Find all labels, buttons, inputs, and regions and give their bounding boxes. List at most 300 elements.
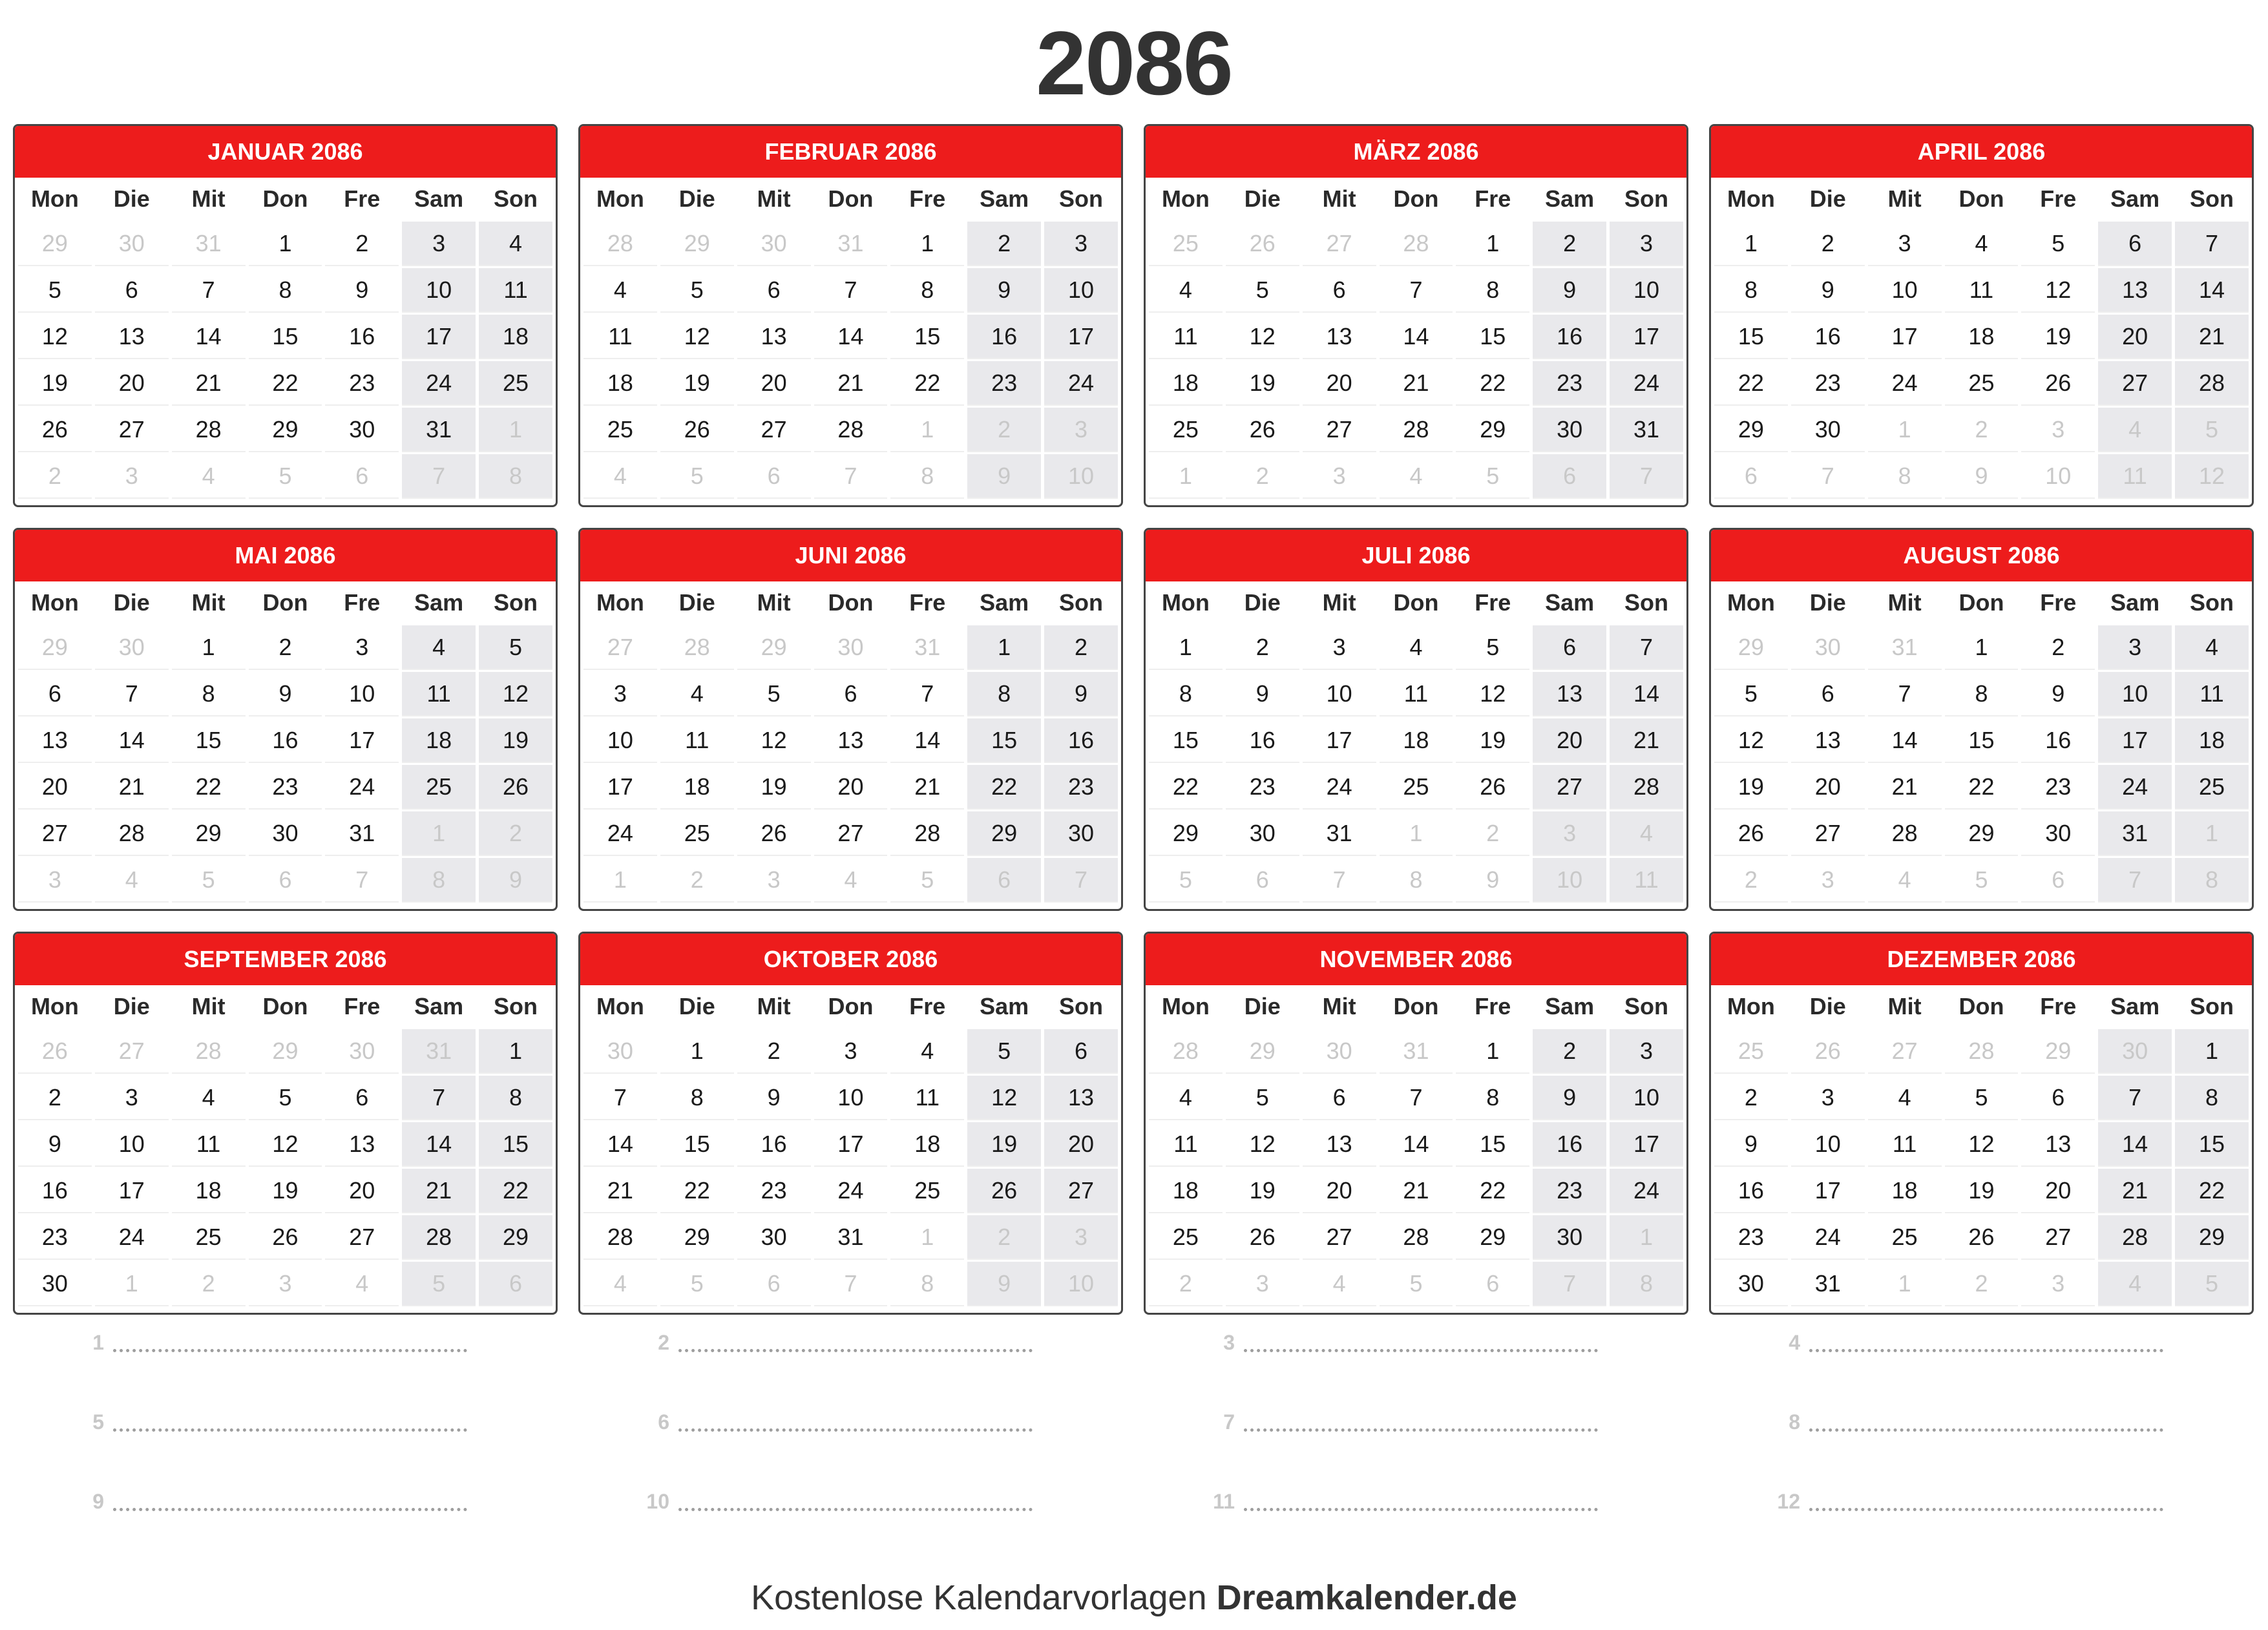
note-number: 11 — [1213, 1490, 1235, 1513]
weekday-label: Sam — [1545, 993, 1595, 1019]
week-row — [1714, 315, 2249, 358]
day-cell: 9 — [1533, 268, 1606, 311]
weekday-label: Son — [494, 589, 538, 616]
day-cell-adjacent-month: 27 — [583, 625, 657, 669]
note-dotted-line[interactable] — [1244, 1428, 1598, 1432]
week-row — [583, 718, 1118, 762]
weekday-label: Sam — [2110, 185, 2160, 212]
day-cell: 17 — [1044, 315, 1118, 358]
day-cell: 9 — [967, 268, 1041, 311]
day-cell: 8 — [172, 672, 246, 715]
day-cell: 18 — [479, 315, 552, 358]
month-calendar — [1144, 124, 1688, 507]
month-table — [1146, 176, 1686, 501]
day-cell: 23 — [1533, 1169, 1606, 1212]
weekday-label: Fre — [1475, 589, 1511, 616]
day-cell: 30 — [1226, 811, 1299, 855]
weekday-header-row — [583, 583, 1118, 622]
day-cell: 3 — [2098, 625, 2172, 669]
day-cell: 11 — [1149, 1122, 1223, 1165]
day-cell: 5 — [479, 625, 552, 669]
day-cell: 27 — [814, 811, 888, 855]
day-cell: 22 — [249, 361, 322, 404]
day-cell: 15 — [967, 718, 1041, 762]
day-cell: 24 — [1303, 765, 1376, 808]
day-cell: 23 — [1533, 361, 1606, 404]
day-cell: 17 — [325, 718, 399, 762]
week-row — [1714, 1215, 2249, 1259]
day-cell: 5 — [1226, 1076, 1299, 1119]
weekday-label: Fre — [344, 185, 381, 212]
note-dotted-line[interactable] — [113, 1428, 467, 1432]
note-dotted-line[interactable] — [1809, 1349, 2163, 1352]
day-cell: 20 — [1303, 1169, 1376, 1212]
weekday-label: Mit — [1887, 993, 1922, 1019]
day-cell-adjacent-month: 5 — [660, 454, 734, 497]
day-cell: 10 — [1868, 268, 1942, 311]
weekday-label: Don — [1958, 993, 2004, 1019]
day-cell: 15 — [2175, 1122, 2249, 1165]
day-cell: 20 — [325, 1169, 399, 1212]
day-cell: 15 — [1149, 718, 1223, 762]
month-title: JULI 2086 — [1146, 530, 1686, 581]
day-cell: 1 — [479, 1029, 552, 1072]
week-row — [1149, 268, 1683, 311]
day-cell: 22 — [1149, 765, 1223, 808]
weekday-label: Sam — [1545, 589, 1595, 616]
day-cell-adjacent-month: 26 — [18, 1029, 92, 1072]
day-cell-adjacent-month: 7 — [1791, 454, 1865, 497]
day-cell-adjacent-month: 2 — [1945, 408, 2019, 451]
day-cell-adjacent-month: 2 — [1945, 1262, 2019, 1305]
day-cell: 13 — [1303, 315, 1376, 358]
day-cell: 26 — [18, 408, 92, 451]
note-dotted-line[interactable] — [1244, 1349, 1598, 1352]
month-calendar — [578, 124, 1123, 507]
weekday-label: Don — [262, 993, 308, 1019]
note-dotted-line[interactable] — [678, 1428, 1033, 1432]
day-cell: 7 — [95, 672, 169, 715]
day-cell-adjacent-month: 6 — [1533, 454, 1606, 497]
day-cell: 25 — [890, 1169, 964, 1212]
weekday-label: Don — [828, 993, 874, 1019]
day-cell-adjacent-month: 7 — [402, 454, 476, 497]
day-cell: 20 — [1791, 765, 1865, 808]
day-cell: 4 — [583, 268, 657, 311]
day-cell: 5 — [1456, 625, 1529, 669]
day-cell: 10 — [402, 268, 476, 311]
day-cell: 20 — [1303, 361, 1376, 404]
day-cell-adjacent-month: 2 — [172, 1262, 246, 1305]
day-cell: 6 — [814, 672, 888, 715]
day-cell-adjacent-month: 7 — [1303, 858, 1376, 901]
day-cell: 18 — [2175, 718, 2249, 762]
day-cell-adjacent-month: 8 — [2175, 858, 2249, 901]
day-cell: 18 — [660, 765, 734, 808]
day-cell: 29 — [1456, 408, 1529, 451]
note-dotted-line[interactable] — [1809, 1508, 2163, 1511]
day-cell: 4 — [172, 1076, 246, 1119]
day-cell-adjacent-month: 28 — [583, 222, 657, 265]
day-cell: 9 — [1791, 268, 1865, 311]
day-cell: 12 — [737, 718, 811, 762]
day-cell: 29 — [1456, 1215, 1529, 1259]
weekday-label: Sam — [414, 589, 464, 616]
day-cell: 30 — [737, 1215, 811, 1259]
day-cell: 14 — [583, 1122, 657, 1165]
weekday-label: Son — [494, 185, 538, 212]
day-cell-adjacent-month: 3 — [2021, 408, 2095, 451]
weekday-label: Son — [2190, 993, 2234, 1019]
day-cell: 10 — [2098, 672, 2172, 715]
day-cell-adjacent-month: 3 — [1044, 408, 1118, 451]
day-cell: 22 — [1456, 361, 1529, 404]
day-cell: 28 — [890, 811, 964, 855]
note-number: 4 — [1789, 1331, 1800, 1354]
day-cell: 15 — [1456, 315, 1529, 358]
day-cell-adjacent-month: 9 — [1456, 858, 1529, 901]
day-cell-adjacent-month: 8 — [890, 1262, 964, 1305]
day-cell: 28 — [2098, 1215, 2172, 1259]
day-cell: 27 — [1303, 408, 1376, 451]
day-cell: 23 — [325, 361, 399, 404]
day-cell: 30 — [1044, 811, 1118, 855]
day-cell: 24 — [402, 361, 476, 404]
day-cell: 5 — [1714, 672, 1788, 715]
day-cell: 26 — [737, 811, 811, 855]
day-cell: 10 — [325, 672, 399, 715]
day-cell-adjacent-month: 5 — [1380, 1262, 1453, 1305]
day-cell-adjacent-month: 4 — [2098, 1262, 2172, 1305]
day-cell: 23 — [1791, 361, 1865, 404]
day-cell: 20 — [1044, 1122, 1118, 1165]
day-cell: 18 — [1868, 1169, 1942, 1212]
day-cell: 30 — [1533, 408, 1606, 451]
day-cell-adjacent-month: 5 — [1456, 454, 1529, 497]
weekday-label: Don — [1958, 589, 2004, 616]
day-cell: 29 — [1945, 811, 2019, 855]
weekday-header-row — [18, 180, 552, 218]
day-cell-adjacent-month: 7 — [325, 858, 399, 901]
day-cell: 1 — [1456, 1029, 1529, 1072]
week-row — [1149, 858, 1683, 901]
note-number: 2 — [658, 1331, 669, 1354]
day-cell: 23 — [1226, 765, 1299, 808]
day-cell: 6 — [18, 672, 92, 715]
months-grid — [13, 124, 2254, 1315]
day-cell: 10 — [1610, 1076, 1683, 1119]
day-cell: 8 — [1149, 672, 1223, 715]
day-cell: 13 — [737, 315, 811, 358]
day-cell: 21 — [1380, 361, 1453, 404]
note-dotted-line[interactable] — [1809, 1428, 2163, 1432]
day-cell: 9 — [737, 1076, 811, 1119]
day-cell-adjacent-month: 28 — [1945, 1029, 2019, 1072]
day-cell-adjacent-month: 29 — [2021, 1029, 2095, 1072]
day-cell: 8 — [479, 1076, 552, 1119]
day-cell: 6 — [1303, 268, 1376, 311]
day-cell: 21 — [95, 765, 169, 808]
week-row — [1714, 765, 2249, 808]
day-cell: 17 — [1303, 718, 1376, 762]
weekday-label: Sam — [980, 185, 1029, 212]
day-cell-adjacent-month: 4 — [95, 858, 169, 901]
day-cell: 30 — [325, 408, 399, 451]
day-cell: 25 — [2175, 765, 2249, 808]
day-cell: 14 — [402, 1122, 476, 1165]
weekday-label: Fre — [344, 993, 381, 1019]
day-cell-adjacent-month: 28 — [1380, 222, 1453, 265]
week-row — [583, 1029, 1118, 1072]
note-dotted-line[interactable] — [678, 1508, 1033, 1511]
day-cell-adjacent-month: 9 — [967, 454, 1041, 497]
day-cell: 12 — [2021, 268, 2095, 311]
weekday-header-row — [1714, 987, 2249, 1026]
day-cell: 24 — [1610, 1169, 1683, 1212]
week-row — [18, 718, 552, 762]
week-row — [1149, 1262, 1683, 1305]
day-cell-adjacent-month: 2 — [967, 408, 1041, 451]
day-cell: 22 — [890, 361, 964, 404]
day-cell-adjacent-month: 2 — [967, 1215, 1041, 1259]
weekday-label: Mon — [1161, 185, 1210, 212]
week-row — [1149, 1215, 1683, 1259]
weekday-label: Don — [828, 589, 874, 616]
day-cell: 15 — [1456, 1122, 1529, 1165]
week-row — [18, 625, 552, 669]
day-cell: 8 — [1714, 268, 1788, 311]
day-cell: 21 — [1380, 1169, 1453, 1212]
month-table — [1711, 580, 2252, 904]
weekday-header-row — [583, 987, 1118, 1026]
month-title: JUNI 2086 — [580, 530, 1121, 581]
day-cell-adjacent-month: 29 — [18, 222, 92, 265]
weekday-label: Die — [1809, 589, 1846, 616]
day-cell-adjacent-month: 1 — [1610, 1215, 1683, 1259]
day-cell: 30 — [1714, 1262, 1788, 1305]
day-cell: 7 — [890, 672, 964, 715]
weekday-label: Son — [1624, 993, 1669, 1019]
day-cell: 10 — [1044, 268, 1118, 311]
weekday-header-row — [1149, 583, 1683, 622]
day-cell: 27 — [18, 811, 92, 855]
day-cell: 7 — [1380, 268, 1453, 311]
month-title: OKTOBER 2086 — [580, 934, 1121, 985]
week-row — [583, 1215, 1118, 1259]
day-cell: 24 — [1044, 361, 1118, 404]
day-cell: 28 — [95, 811, 169, 855]
month-title: MAI 2086 — [15, 530, 556, 581]
month-title: MÄRZ 2086 — [1146, 126, 1686, 178]
day-cell-adjacent-month: 5 — [2175, 1262, 2249, 1305]
month-calendar — [1144, 932, 1688, 1315]
week-row — [583, 1262, 1118, 1305]
day-cell-adjacent-month: 27 — [1303, 222, 1376, 265]
week-row — [583, 361, 1118, 404]
day-cell: 19 — [967, 1122, 1041, 1165]
day-cell: 3 — [95, 1076, 169, 1119]
week-row — [1714, 672, 2249, 715]
day-cell-adjacent-month: 4 — [1610, 811, 1683, 855]
day-cell: 24 — [1868, 361, 1942, 404]
day-cell: 11 — [890, 1076, 964, 1119]
day-cell: 10 — [814, 1076, 888, 1119]
day-cell: 12 — [249, 1122, 322, 1165]
day-cell: 1 — [967, 625, 1041, 669]
day-cell: 31 — [1791, 1262, 1865, 1305]
day-cell: 18 — [583, 361, 657, 404]
day-cell: 23 — [1714, 1215, 1788, 1259]
day-cell: 7 — [583, 1076, 657, 1119]
weekday-label: Son — [2190, 185, 2234, 212]
day-cell: 19 — [479, 718, 552, 762]
day-cell-adjacent-month: 3 — [737, 858, 811, 901]
day-cell-adjacent-month: 1 — [583, 858, 657, 901]
day-cell: 7 — [1610, 625, 1683, 669]
day-cell-adjacent-month: 1 — [479, 408, 552, 451]
weekday-label: Son — [1059, 589, 1104, 616]
day-cell: 15 — [249, 315, 322, 358]
month-calendar — [13, 932, 558, 1315]
weekday-label: Don — [1958, 185, 2004, 212]
weekday-label: Mit — [757, 185, 791, 212]
day-cell: 20 — [2098, 315, 2172, 358]
day-cell-adjacent-month: 6 — [737, 454, 811, 497]
day-cell: 19 — [249, 1169, 322, 1212]
note-dotted-line[interactable] — [113, 1349, 467, 1352]
day-cell: 1 — [1945, 625, 2019, 669]
day-cell: 2 — [1226, 625, 1299, 669]
day-cell: 7 — [2098, 1076, 2172, 1119]
day-cell: 25 — [172, 1215, 246, 1259]
day-cell-adjacent-month: 8 — [1380, 858, 1453, 901]
day-cell: 24 — [95, 1215, 169, 1259]
day-cell: 2 — [1533, 222, 1606, 265]
day-cell: 11 — [1868, 1122, 1942, 1165]
day-cell-adjacent-month: 5 — [1149, 858, 1223, 901]
day-cell: 25 — [1380, 765, 1453, 808]
footer-brand-link[interactable]: Dreamkalender.de — [1216, 1578, 1517, 1617]
day-cell: 7 — [814, 268, 888, 311]
day-cell: 22 — [479, 1169, 552, 1212]
day-cell: 26 — [1456, 765, 1529, 808]
day-cell: 8 — [1456, 268, 1529, 311]
day-cell-adjacent-month: 10 — [1044, 1262, 1118, 1305]
week-row — [583, 408, 1118, 451]
day-cell: 31 — [2098, 811, 2172, 855]
day-cell: 28 — [814, 408, 888, 451]
weekday-label: Don — [1393, 185, 1439, 212]
note-dotted-line[interactable] — [1244, 1508, 1598, 1511]
weekday-label: Mit — [1322, 185, 1356, 212]
day-cell: 18 — [890, 1122, 964, 1165]
day-cell: 15 — [890, 315, 964, 358]
day-cell-adjacent-month: 29 — [1714, 625, 1788, 669]
day-cell: 29 — [660, 1215, 734, 1259]
weekday-label: Son — [1624, 185, 1669, 212]
day-cell-adjacent-month: 8 — [402, 858, 476, 901]
day-cell-adjacent-month: 8 — [479, 454, 552, 497]
day-cell-adjacent-month: 5 — [890, 858, 964, 901]
week-row — [18, 811, 552, 855]
day-cell: 22 — [1714, 361, 1788, 404]
weekday-label: Sam — [980, 589, 1029, 616]
day-cell: 25 — [402, 765, 476, 808]
week-row — [18, 1029, 552, 1072]
day-cell: 29 — [479, 1215, 552, 1259]
day-cell: 29 — [1149, 811, 1223, 855]
day-cell: 13 — [2021, 1122, 2095, 1165]
day-cell: 6 — [1303, 1076, 1376, 1119]
day-cell: 3 — [1868, 222, 1942, 265]
day-cell-adjacent-month: 4 — [583, 454, 657, 497]
weekday-header-row — [1149, 987, 1683, 1026]
weekday-label: Mit — [1887, 589, 1922, 616]
day-cell: 2 — [1714, 1076, 1788, 1119]
day-cell: 9 — [18, 1122, 92, 1165]
day-cell-adjacent-month: 9 — [967, 1262, 1041, 1305]
day-cell-adjacent-month: 30 — [583, 1029, 657, 1072]
day-cell-adjacent-month: 5 — [172, 858, 246, 901]
day-cell: 1 — [1714, 222, 1788, 265]
day-cell: 14 — [1380, 1122, 1453, 1165]
note-dotted-line[interactable] — [678, 1349, 1033, 1352]
day-cell: 21 — [2098, 1169, 2172, 1212]
note-number: 3 — [1223, 1331, 1235, 1354]
weekday-label: Mit — [1887, 185, 1922, 212]
week-row — [1149, 625, 1683, 669]
day-cell: 20 — [1533, 718, 1606, 762]
day-cell-adjacent-month: 9 — [1945, 454, 2019, 497]
day-cell: 3 — [814, 1029, 888, 1072]
week-row — [583, 1169, 1118, 1212]
week-row — [1149, 454, 1683, 497]
day-cell: 7 — [402, 1076, 476, 1119]
day-cell: 14 — [814, 315, 888, 358]
week-row — [1714, 222, 2249, 265]
day-cell: 16 — [1714, 1169, 1788, 1212]
weekday-label: Mon — [596, 993, 644, 1019]
day-cell-adjacent-month: 30 — [1791, 625, 1865, 669]
note-number: 10 — [646, 1490, 669, 1513]
week-row — [1149, 811, 1683, 855]
week-row — [1714, 1076, 2249, 1119]
week-row — [1714, 625, 2249, 669]
day-cell: 8 — [967, 672, 1041, 715]
day-cell: 28 — [402, 1215, 476, 1259]
month-table — [15, 176, 556, 501]
weekday-label: Mit — [1322, 993, 1356, 1019]
day-cell: 16 — [325, 315, 399, 358]
day-cell: 18 — [402, 718, 476, 762]
day-cell-adjacent-month: 6 — [1226, 858, 1299, 901]
day-cell: 4 — [402, 625, 476, 669]
day-cell: 13 — [95, 315, 169, 358]
weekday-label: Don — [262, 185, 308, 212]
day-cell: 19 — [1714, 765, 1788, 808]
weekday-label: Mit — [191, 589, 226, 616]
day-cell: 27 — [737, 408, 811, 451]
day-cell: 24 — [1791, 1215, 1865, 1259]
day-cell: 10 — [583, 718, 657, 762]
week-row — [1714, 811, 2249, 855]
day-cell: 6 — [1533, 625, 1606, 669]
note-number: 1 — [92, 1331, 104, 1354]
note-dotted-line[interactable] — [113, 1508, 467, 1511]
day-cell-adjacent-month: 28 — [172, 1029, 246, 1072]
month-table — [1711, 984, 2252, 1308]
weekday-label: Die — [678, 185, 715, 212]
